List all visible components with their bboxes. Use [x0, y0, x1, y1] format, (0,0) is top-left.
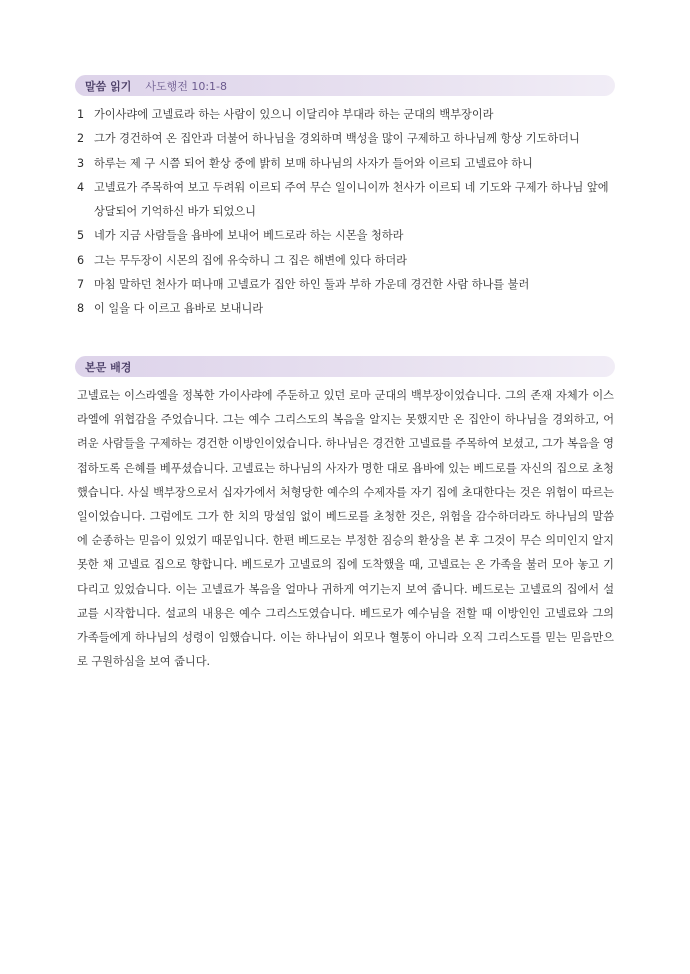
text-background-title: 본문 배경: [85, 360, 132, 374]
verse-number: 8: [77, 302, 85, 316]
verse-text: 그는 무두장이 시몬의 집에 유숙하니 그 집은 해변에 있다 하더라: [94, 253, 407, 267]
verse-item: [77, 273, 622, 297]
verse-number: 3: [77, 156, 85, 170]
scripture-reference: 사도행전 10:1-8: [145, 79, 228, 93]
verse-text: 하루는 제 구 시쯤 되어 환상 중에 밝히 보매 하나님의 사자가 들어와 이르되 고넬료야 하니: [94, 156, 533, 170]
verse-text: 고넬료가 주목하여 보고 두려워 이르되 주여 무슨 일이니이까 천사가 이르되 네 기도와 구제가 하나님 앞에 상달되어 기억하신 바가 되었으니: [94, 180, 609, 219]
scripture-reading-header: [75, 75, 615, 96]
verse-text: 그가 경건하여 온 집안과 더불어 하나님을 경외하며 백성을 많이 구제하고 하나님께 항상 기도하더니: [94, 132, 580, 146]
verse-item: [77, 224, 622, 248]
verse-number: 7: [77, 278, 85, 292]
verse-number: 2: [77, 132, 85, 146]
text-background-header: [75, 356, 615, 377]
verse-number: 5: [77, 229, 85, 243]
verse-text: 가이사랴에 고넬료라 하는 사람이 있으니 이달리야 부대라 하는 군대의 백부장이라: [94, 108, 494, 121]
verse-item: [77, 127, 622, 151]
text-background-body: 고넬료는 이스라엘을 정복한 가이사랴에 주둔하고 있던 로마 군대의 백부장이었습니다. 그의 존재 자체가 이스라엘에 위협감을 주었습니다. 그는 예수 그리스도의 복음을 알지는 못했지만 온 집안이 하나님을 경외하고, 어려운 사람들을 구제하는 경건한 이방인이었습니다. 하나님은 경건한 고넬료를 주목하여 보셨고, 그가 복음을 영접하도록 은혜를 베푸셨습니다. 고넬료는 하나님의 사자가 명한 대로 욥바에 있는 베드로를 자신의 집으로 초청했습니다. 사실 백부장으로서 십자가에서 처형당한 예수의 수제자를 자기 집에 초대한다는 것은 위험이 따르는 일이었습니다. 그럼에도 그가 한 치의 망설임 없이 베드로를 초청한 것은, 위험을 감수하더라도 하나님의 말씀에 순종하는 믿음이 있었기 때문입니다. 한편 베드로는 부정한 짐승의 환상을 본 후 그것이 무슨 의미인지 알지 못한 채 고넬료 집으로 향합니다. 베드로가 고넬료의 집에 도착했을 때, 고넬료는 온 가족을 불러 모아 놓고 기다리고 있었습니다. 이는 고넬료가 복음을 얼마나 귀하게 여기는지 보여 줍니다. 베드로는 고넬료의 집에서 설교를 시작합니다. 설교의 내용은 예수 그리스도였습니다. 베드로가 예수님을 전할 때 이방인인 고넬료와 그의 가족들에게 하나님의 성령이 임했습니다. 이는 하나님이 외모나 혈통이 아니라 오직 그리스도를 믿는 믿음만으로 구원하심을 보여 줍니다.: [77, 389, 614, 669]
verse-item: [77, 152, 622, 176]
verse-number: 1: [77, 108, 85, 121]
verse-item: [77, 297, 622, 321]
scripture-reading-title: 말씀 읽기: [85, 79, 132, 93]
verse-item: [77, 249, 622, 273]
verse-item: [77, 176, 622, 225]
verse-list: [77, 103, 622, 322]
verse-number: 4: [77, 180, 85, 194]
verse-number: 6: [77, 253, 85, 267]
verse-text: 이 일을 다 이르고 욥바로 보내니라: [94, 302, 264, 316]
verse-text: 네가 지금 사람들을 욥바에 보내어 베드로라 하는 시몬을 청하라: [94, 229, 404, 243]
verse-item: [77, 103, 622, 127]
verse-text: 마침 말하던 천사가 떠나매 고넬료가 집안 하인 둘과 부하 가운데 경건한 사람 하나를 불러: [94, 278, 530, 292]
